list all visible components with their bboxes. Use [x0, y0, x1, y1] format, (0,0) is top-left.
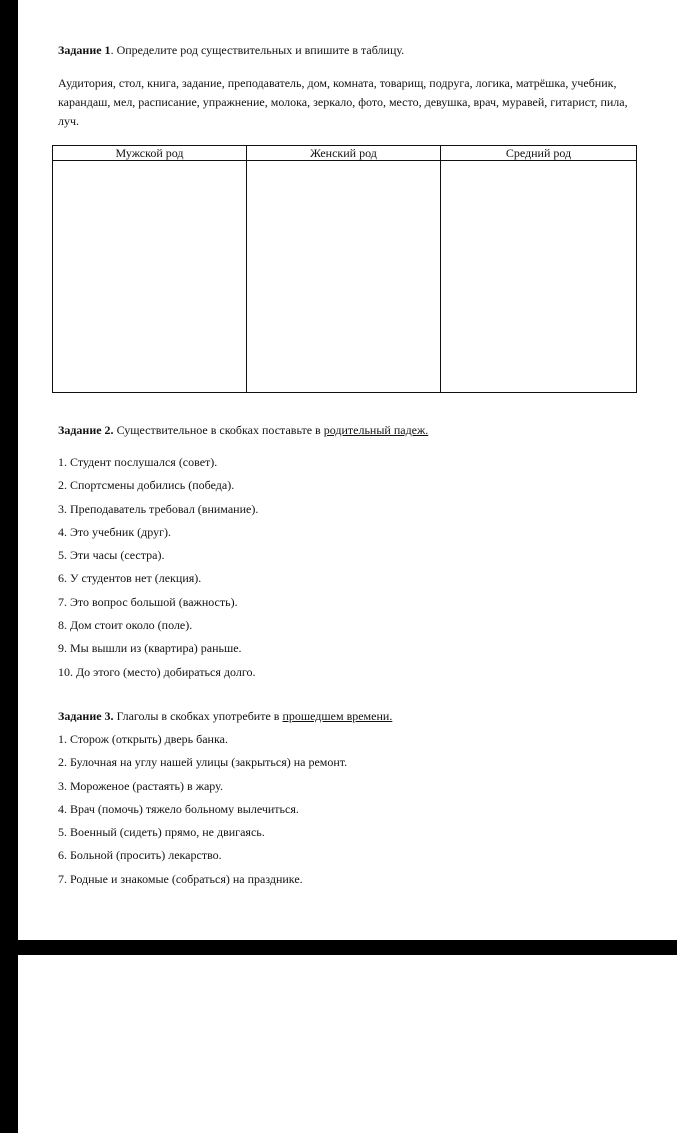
- list-item: 6. У студентов нет (лекция).: [58, 571, 202, 586]
- list-item: 5. Военный (сидеть) прямо, не двигаясь.: [58, 825, 265, 840]
- list-item: 10. До этого (место) добираться долго.: [58, 664, 256, 679]
- list-item: 7. Это вопрос большой (важность).: [58, 594, 238, 609]
- task3-title-underline: прошедшем времени.: [282, 709, 393, 723]
- list-item: 3. Преподаватель требовал (внимание).: [58, 501, 259, 516]
- task1-heading: [58, 43, 404, 58]
- list-item: 1. Студент послушался (совет).: [58, 455, 218, 469]
- list-item: 4. Врач (помочь) тяжело больному вылечиться.: [58, 801, 299, 816]
- list-item: 7. Родные и знакомые (собраться) на празднике.: [58, 871, 303, 886]
- list-item: 2. Булочная на углу нашей улицы (закрыться) на ремонт.: [58, 755, 348, 770]
- list-item: 6. Больной (просить) лекарство.: [58, 848, 222, 863]
- task3-title-bold: Задание 3.: [58, 709, 114, 723]
- task2-title-underline: родительный падеж.: [323, 423, 429, 437]
- list-item: 2. Спортсмены добились (победа).: [58, 478, 235, 493]
- task2-title-text: Существительное в скобках поставьте в: [113, 423, 324, 437]
- task2-title-bold: Задание 2.: [58, 423, 114, 437]
- task1-title-bold: Задание 1: [58, 43, 111, 57]
- list-item: 4. Это учебник (друг).: [58, 524, 172, 539]
- feminine-cell[interactable]: [247, 161, 441, 393]
- neuter-cell[interactable]: [441, 161, 637, 393]
- list-item: 3. Мороженое (растаять) в жару.: [58, 778, 223, 793]
- worksheet-page: [18, 0, 677, 940]
- task1-word-list: Аудитория, стол, книга, задание, преподаватель, дом, комната, товарищ, подруга, логика, матрёшка, учебник, карандаш, мел, расписание, упражнение, молока, зеркало, фото, место, девушка, врач, муравей, гитарист, пила, луч.: [58, 76, 628, 128]
- list-item: 5. Эти часы (сестра).: [58, 548, 165, 563]
- list-item: 8. Дом стоит около (поле).: [58, 618, 193, 633]
- list-item: 1. Сторож (открыть) дверь банка.: [58, 732, 228, 746]
- list-item: 9. Мы вышли из (квартира) раньше.: [58, 641, 242, 656]
- task2-heading: [58, 423, 428, 438]
- column-header-feminine: Женский род: [247, 146, 441, 161]
- task3-list: [58, 732, 347, 895]
- task3-heading: [58, 709, 392, 724]
- gender-table: [52, 145, 637, 393]
- task1-title-text: . Определите род существительных и впишите в таблицу.: [110, 43, 405, 57]
- masculine-cell[interactable]: [53, 161, 247, 393]
- column-header-masculine: Мужской род: [53, 146, 247, 161]
- blank-page: [18, 955, 677, 1133]
- task3-title-text: Глаголы в скобках употребите в: [113, 709, 283, 723]
- column-header-neuter: Средний род: [441, 146, 637, 161]
- task2-list: [58, 455, 258, 688]
